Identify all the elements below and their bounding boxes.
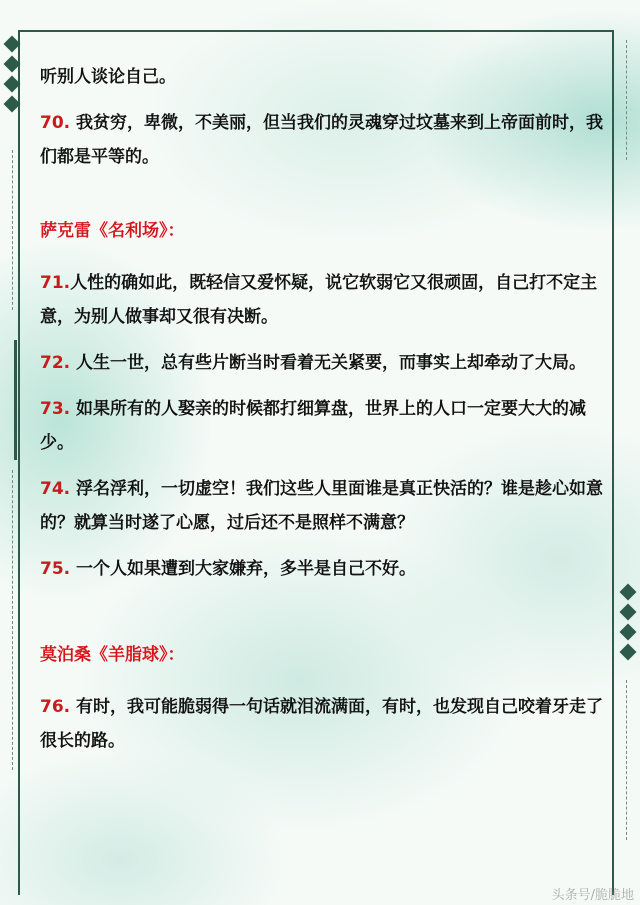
quote-text: 我贫穷，卑微，不美丽，但当我们的灵魂穿过坟墓来到上帝面前时，我们都是平等的。 [40, 113, 604, 167]
right-dashed-line [626, 680, 627, 840]
quote-text: 人生一世，总有些片断当时看着无关紧要，而事实上却牵动了大局。 [70, 353, 587, 373]
quote-text: 人性的确如此，既轻信又爱怀疑，说它软弱它又很顽固，自己打不定主意，为别人做事却又很有决断。 [40, 273, 598, 327]
quote-number: 75. [40, 559, 71, 579]
quote-paragraph [40, 552, 610, 586]
left-dashed-line-lower [12, 470, 13, 770]
watermark-text: 头条号/脆脆地 [551, 888, 634, 903]
diamond-icon [620, 644, 637, 661]
diamond-icon [620, 584, 637, 601]
quote-paragraph [40, 266, 610, 334]
diamond-icon [620, 604, 637, 621]
section-heading: 莫泊桑《羊脂球》： [40, 645, 185, 665]
section-heading: 萨克雷《名利场》： [40, 221, 185, 241]
article-content [40, 60, 610, 770]
quote-number: 76. [40, 697, 71, 717]
quote-number: 74. [40, 479, 71, 499]
quote-number: 72. [40, 353, 71, 373]
right-diamond-decoration [622, 578, 634, 666]
quote-paragraph [40, 60, 610, 94]
left-accent-bar [14, 340, 17, 460]
left-dashed-line [12, 150, 13, 310]
quote-text: 浮名浮利，一切虚空！我们这些人里面谁是真正快活的？谁是趁心如意的？就算当时遂了心愿，过后还不是照样不满意？ [40, 479, 604, 533]
diamond-icon [4, 96, 21, 113]
quote-number: 73. [40, 399, 71, 419]
diamond-icon [4, 76, 21, 93]
diamond-icon [4, 36, 21, 53]
quote-text: 听别人谈论自己。 [40, 67, 176, 87]
diamond-icon [620, 624, 637, 641]
left-diamond-decoration [6, 30, 18, 118]
quote-paragraph [40, 472, 610, 540]
quote-paragraph [40, 690, 610, 758]
quote-paragraph [40, 106, 610, 174]
quote-text: 有时，我可能脆弱得一句话就泪流满面，有时，也发现自己咬着牙走了很长的路。 [40, 697, 604, 751]
right-dashed-line-top [626, 40, 627, 160]
quote-paragraph [40, 392, 610, 460]
quote-paragraph [40, 346, 610, 380]
quote-text: 如果所有的人娶亲的时候都打细算盘，世界上的人口一定要大大的减少。 [40, 399, 587, 453]
quote-text: 一个人如果遭到大家嫌弃，多半是自己不好。 [70, 559, 417, 579]
diamond-icon [4, 56, 21, 73]
quote-number: 71. [40, 273, 71, 293]
quote-number: 70. [40, 113, 71, 133]
